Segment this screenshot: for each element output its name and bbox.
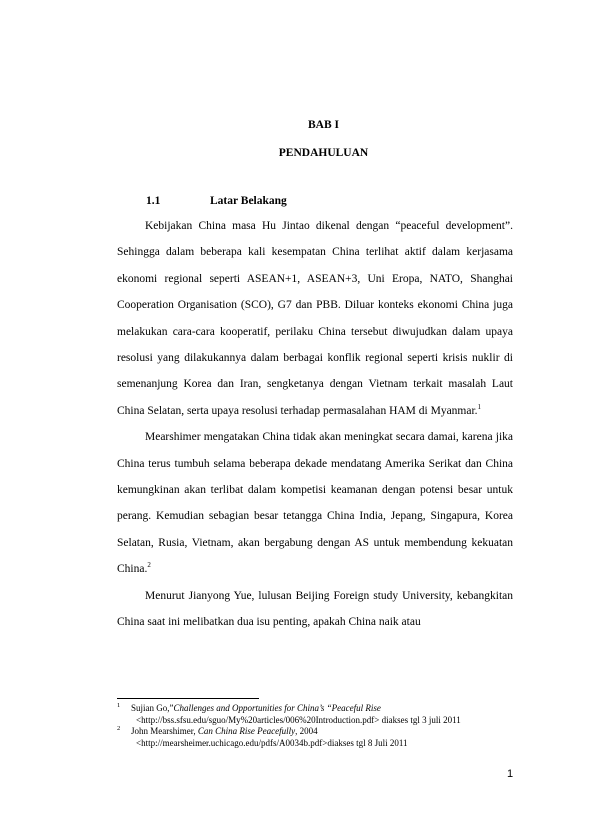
footnote-reference[interactable]: 1 (477, 402, 482, 411)
footnote-line (131, 715, 513, 727)
footnote (117, 726, 513, 749)
page-number: 1 (507, 768, 514, 780)
footnote-mark: 1 (117, 702, 121, 709)
footnote-author: John Mearshimer, (131, 726, 198, 737)
footnote (117, 703, 513, 726)
footnote-line (131, 726, 513, 738)
section-number: 1.1 (146, 195, 161, 207)
section-title: Latar Belakang (210, 195, 287, 207)
footnote-title: Can China Rise Peacefully (197, 726, 296, 737)
section-heading (146, 195, 287, 207)
chapter-title: BAB I (308, 119, 339, 131)
footnote-link[interactable]: <http://bss.sfsu.edu/sguo/My%20articles/006%20Introduction.pdf> (136, 714, 380, 725)
paragraph (117, 583, 513, 636)
paragraph (117, 424, 513, 582)
chapter-subtitle: PENDAHULUAN (278, 147, 369, 159)
footnote-author: Sujian Go,” (131, 703, 174, 713)
body-text (117, 213, 513, 636)
footnote-access: diakses tgl 8 Juli 2011 (327, 737, 408, 748)
footnote-link[interactable]: <http://mearsheimer.uchicago.edu/pdfs/A0034b.pdf> (136, 737, 328, 748)
paragraph (117, 213, 513, 424)
footnote-reference[interactable]: 2 (147, 561, 151, 570)
footnote-year: , 2004 (295, 726, 318, 737)
footnotes (117, 703, 513, 749)
paragraph-text: Mearshimer mengatakan China tidak akan meningkat secara damai, karena jika China terus tumbuh selama beberapa dekade mendatang Amerika Serikat dan China kemungkinan akan terlibat dalam kompetisi keamanan dengan potensi besar untuk perang. Kemudian sebagian besar tetangga China India, Jepang, Singapura, Korea Selatan, Rusia, Vietnam, akan bergabung dengan AS untuk membendung kekuatan China. (117, 431, 513, 576)
footnote-divider (117, 698, 259, 699)
footnote-line (131, 703, 513, 715)
footnote-line (131, 738, 513, 750)
footnote-mark: 2 (117, 725, 121, 733)
paragraph-text: Menurut Jianyong Yue, lulusan Beijing Foreign study University, kebangkitan China saat ini melibatkan dua isu penting, apakah China naik atau (117, 589, 513, 629)
footnote-title: Challenges and Opportunities for China’s “Peaceful Rise (173, 703, 381, 713)
paragraph-text: Kebijakan China masa Hu Jintao dikenal dengan “peaceful development”. Sehingga dalam beberapa kali kesempatan China terlihat aktif dalam kerjasama ekonomi regional seperti ASEAN+1, ASEAN+3, Uni Eropa, NATO, Shanghai Cooperation Organisation (SCO), G7 dan PBB. Diluar konteks ekonomi China juga melakukan cara-cara kooperatif, perilaku China tersebut diwujudkan dalam upaya resolusi yang dilakukannya dalam berbagai konflik regional seperti krisis nuklir di semenanjung Korea dan Iran, sengketanya dengan Vietnam terkait masalah Laut China Selatan, serta upaya resolusi terhadap permasalahan HAM di Myanmar. (117, 220, 513, 417)
footnote-access: diakses tgl 3 juli 2011 (379, 714, 461, 725)
